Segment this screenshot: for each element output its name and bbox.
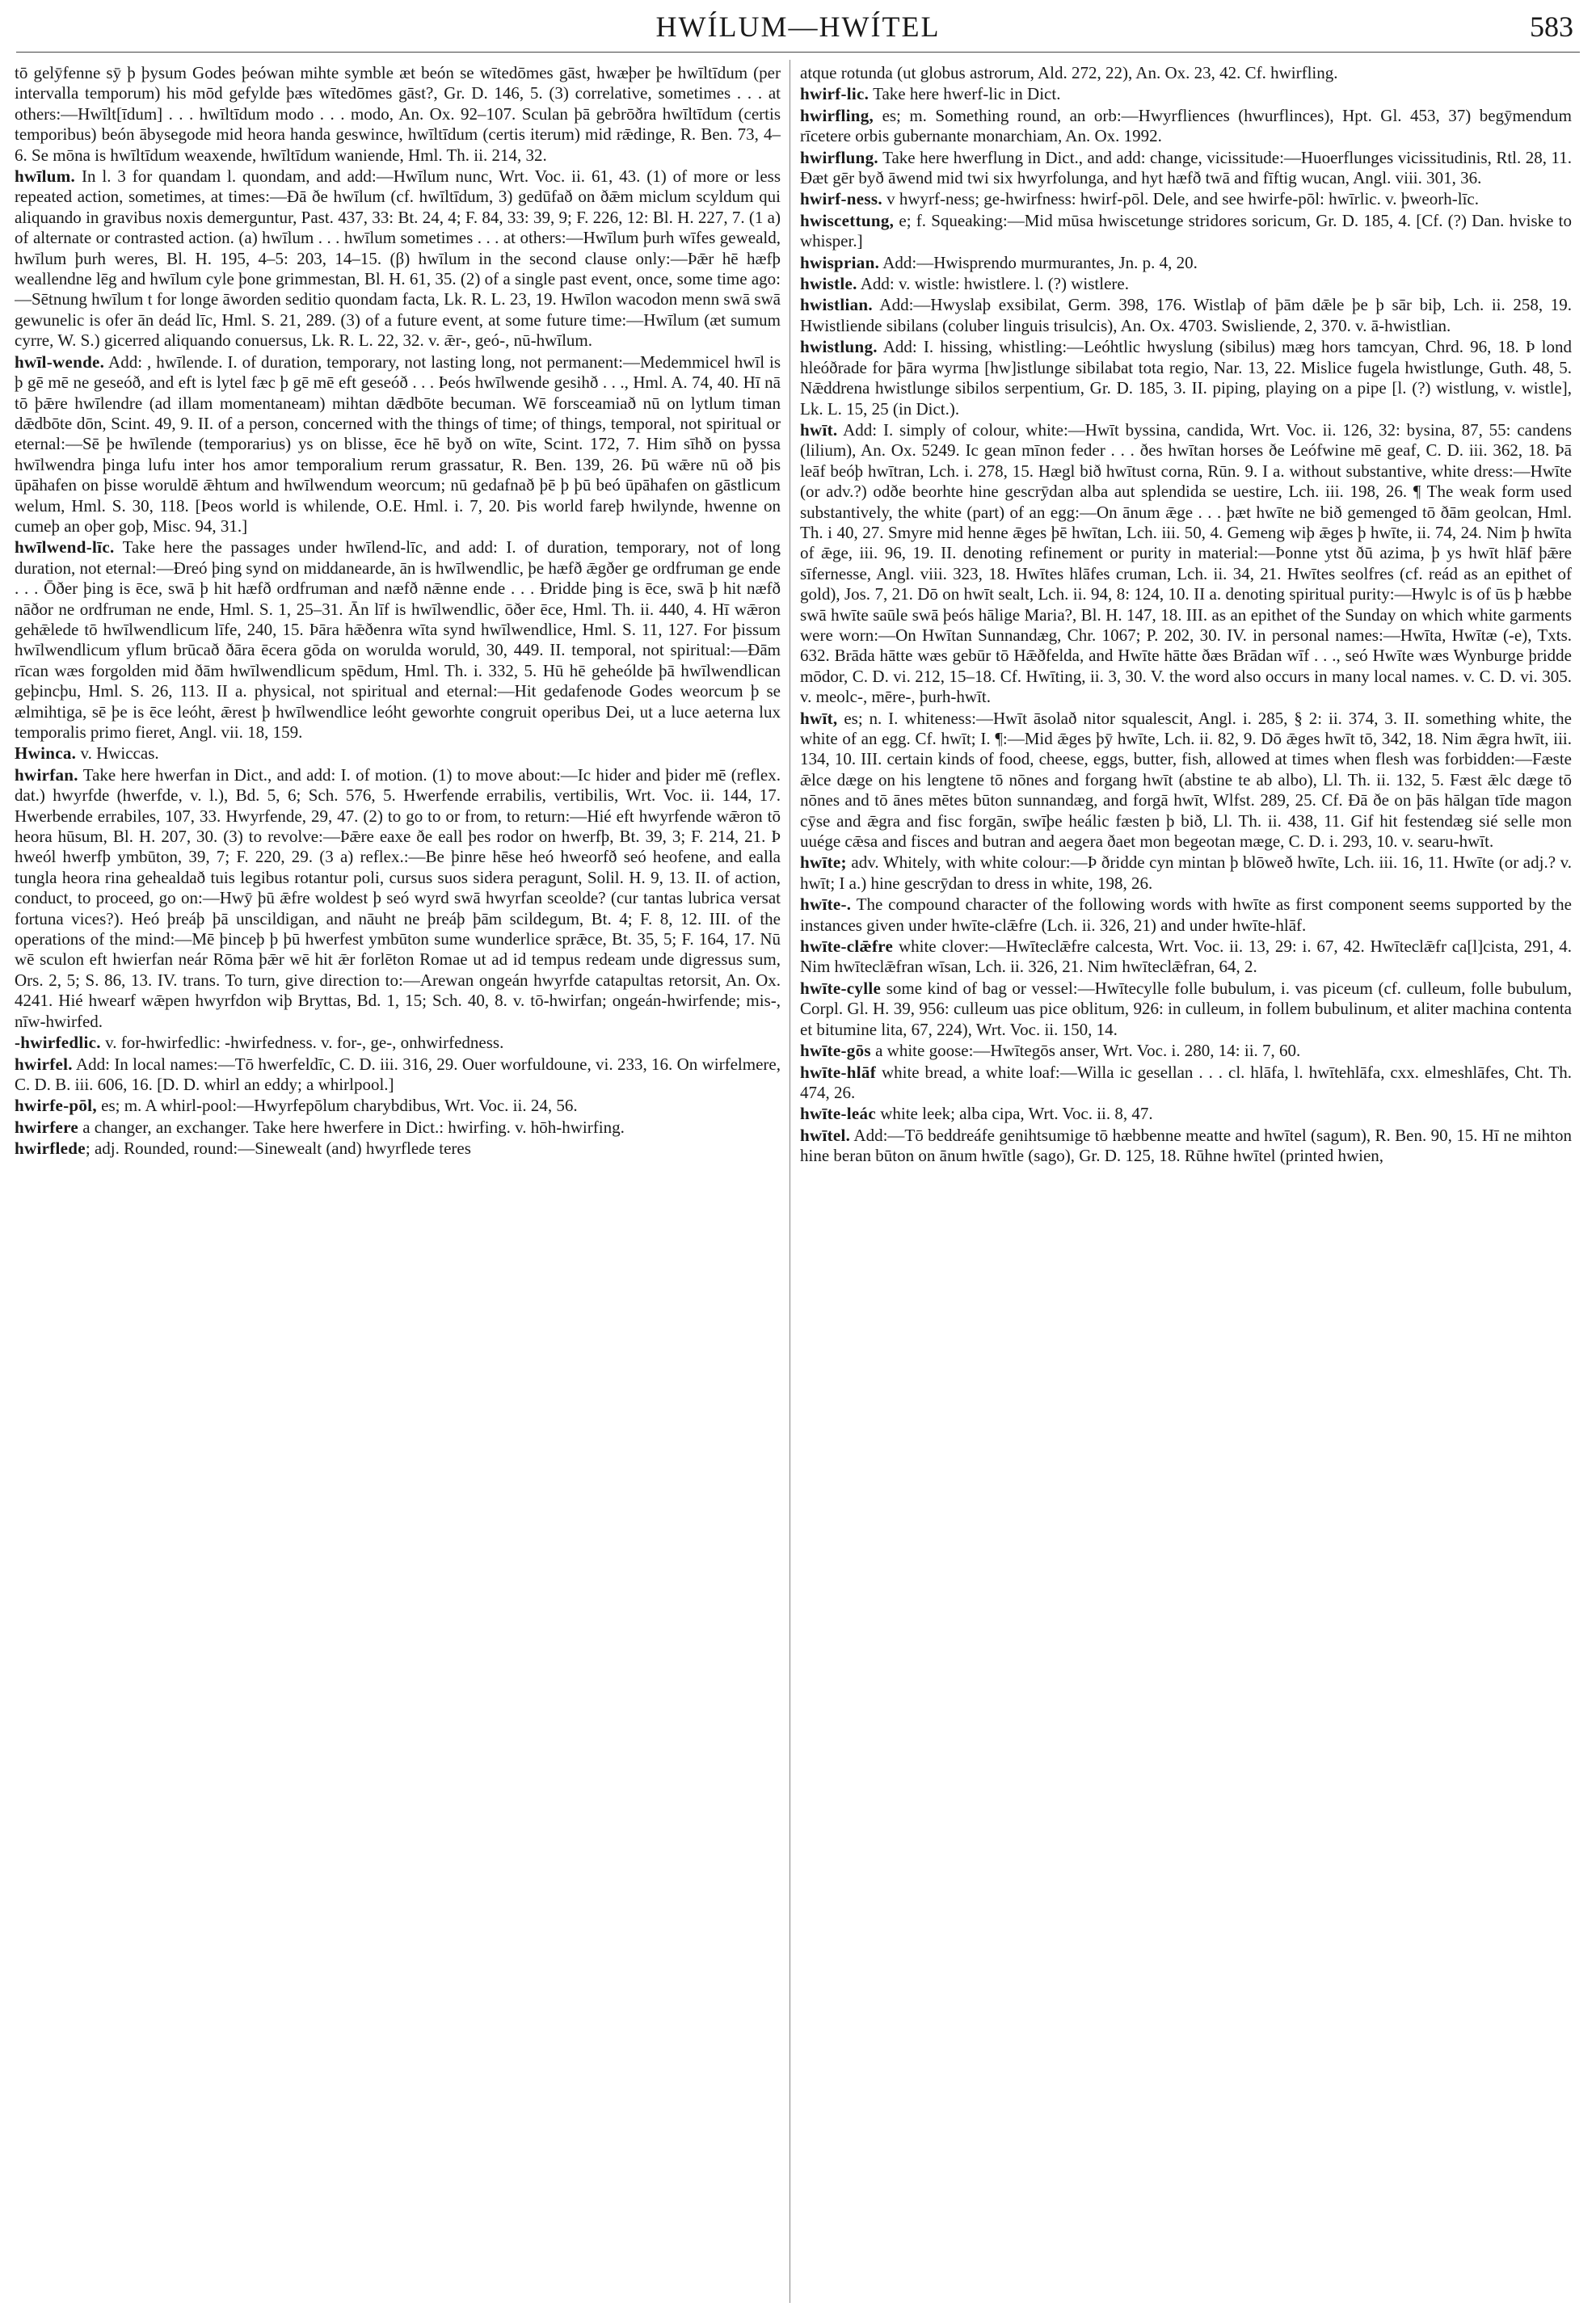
entry xyxy=(15,1139,781,1159)
entry-headword: hwirflung. xyxy=(800,147,878,167)
entry-headword: hwīt. xyxy=(800,419,838,440)
entry xyxy=(800,1063,1572,1104)
right-column xyxy=(800,63,1572,2301)
entry xyxy=(15,1054,781,1096)
entry-headword: hwisprian. xyxy=(800,252,880,272)
entry-text: es; m. Something round, an orb:—Hwyrfliences (hwurflinces), Hpt. Gl. 453, 37) begȳmendum rīcetere orbis gubernante monarchiam, An. Ox. 1992. xyxy=(800,105,1572,146)
entry-text: Add: , hwīlende. I. of duration, temporary, not lasting long, not permanent:—Medemmicel hwīl is þ gē mē ne geseóð, and eft is lytel fæc þ gē mē eft geseóð . . . Þeós hwīlwende gesihð . . ., Hml. A. 74, 40. Hī nā tō þǣre hwīlendre (ad illam momentaneam) mihtan dǣdbōte becuman. Wē forsceamiað nū on lytlum timan dǣdbōte dōn, Scint. 49, 9. II. of a person, concerned with the things of time; of things, temporal, not spiritual or eternal:—Sē þe hwīlende (temporarius) ys on blisse, ēce hē byð on wīte, Scint. 172, 7. Him sīhð on þyssa hwīlwendra þinga lufu inter hos amor temporalium rerum grassatur, R. Ben. 139, 26. Þū wǣre nū oð þis ūpāhafen on þisse woruldē ǣhtum and hwīlwendum weorcum; nū gedafnað þē þ þū beó ūpāhafen on gāstlicum welum, Hml. S. 30, 118. [Þeos world is whilende, O.E. Hml. i. 7, 20. Þis world fareþ hwilynde, hwenne on cumeþ an oþer goþ, Misc. 94, 31.] xyxy=(15,351,781,536)
entry xyxy=(800,148,1572,189)
entry xyxy=(15,1096,781,1116)
entry-headword: hwirfling, xyxy=(800,105,874,125)
entry-text: The compound character of the following words with hwīte as first component seems supported by the instances given under hwīte-clǣfre (Lch. ii. 326, 21) and under hwīte-hlāf. xyxy=(800,895,1572,935)
entry-text: tō gelȳfenne sȳ þ þysum Godes þeówan mihte symble æt beón se wītedōmes gāst, hwæþer þe hwīltīdum (per intervalla temporum) his mōd gefylde þæs wītedōmes gāst?, Gr. D. 146, 5. (3) correlative, sometimes . . . at others:—Hwīlt[īdum] . . . hwīltīdum modo . . . modo, An. Ox. 92–107. Sculan þā gebrōðra hwīltīdum (certis temporibus) beón ābysegode mid heora handa geswince, hwīltīdum (certis iterum) mid rǣdinge, R. Ben. 73, 4–6. Se mōna is hwīltīdum weaxende, hwīltīdum waniende, Hml. Th. ii. 214, 32. xyxy=(15,63,781,165)
entry xyxy=(15,63,781,166)
entry-headword: hwīte-gōs xyxy=(800,1041,871,1061)
header-rule xyxy=(16,52,1580,53)
entry-text: adv. Whitely, with white colour:—Þ ðridde cyn mintan þ blōweð hwīte, Lch. iii. 16, 11. Hwīte (or adj.? v. hwīt; I a.) hine gescrȳdan to dress in white, 198, 26. xyxy=(800,852,1572,893)
entry-headword: hwīte-leác xyxy=(800,1104,876,1124)
entry-headword: hwīte; xyxy=(800,852,847,873)
entry-headword: hwiscettung, xyxy=(800,210,895,230)
entry-text: Take here hwerf-lic in Dict. xyxy=(873,84,1061,104)
entry-text: e; f. Squeaking:—Mid mūsa hwiscetunge stridores soricum, Gr. D. 185, 4. [Cf. (?) Dan. hviske to whisper.] xyxy=(800,210,1572,251)
entry-text: some kind of bag or vessel:—Hwītecylle folle bubulum, i. vas piceum (cf. culleum, folle bubulum, Corpl. Gl. H. 39, 956: culleum uas pice oblitum, 926: in culleum, in follem bubulinum, et aliter machina contenta et bitumine lita, 67, 224), Wrt. Voc. ii. 150, 14. xyxy=(800,978,1572,1039)
entry-headword: hwirf-ness. xyxy=(800,189,882,209)
entry xyxy=(800,337,1572,419)
entry-headword: hwirflede xyxy=(15,1139,86,1159)
entry-text: white clover:—Hwīteclǣfre calcesta, Wrt. Voc. ii. 13, 29: i. 67, 42. Hwīteclǣfr ca[l]cista, 291, 4. Nim hwīteclǣfran wīsan, Lch. ii. 326, 21. Nim hwīteclǣfran, 64, 2. xyxy=(800,937,1572,977)
page-header xyxy=(16,6,1580,45)
entry-headword: hwirfan. xyxy=(15,764,78,785)
entry-headword: hwistle. xyxy=(800,274,857,294)
entry-text: Add: I. hissing, whistling:—Leóhtlic hwyslung (sibilus) mæg hors tamcyan, Chrd. 96, 18. Þ lond hleóðrade for þāra wyrma [hw]istlunge sibilabat tota regio, Nar. 13, 22. Mislice fugela hwistlunge, Guth. 48, 5. Nǣddrena hwistlunge sibilos serpentium, Gr. D. 185, 3. II. piping, playing on a pipe [l. (?) wistlung, v. wistle], Lk. L. 15, 25 (in Dict.). xyxy=(800,337,1572,419)
entry-headword: hwistlian. xyxy=(800,295,873,315)
entry-text: Add:—Hwisprendo murmurantes, Jn. p. 4, 20. xyxy=(882,252,1198,272)
entry xyxy=(800,84,1572,104)
entry-headword: hwīlwend-līc. xyxy=(15,537,115,558)
entry xyxy=(15,352,781,537)
entry-text: a changer, an exchanger. Take here hwerfere in Dict.: hwirfing. v. hōh-hwirfing. xyxy=(82,1117,625,1137)
entry-text: atque rotunda (ut globus astrorum, Ald. 272, 22), An. Ox. 23, 42. Cf. hwirfling. xyxy=(800,63,1338,82)
entry xyxy=(800,895,1572,936)
entry xyxy=(800,1041,1572,1061)
entry-text: Add: v. wistle: hwistlere. l. (?) wistlere. xyxy=(860,274,1129,294)
page-number: 583 xyxy=(1530,11,1573,43)
entry xyxy=(15,743,781,764)
entry-text: Add:—Hwyslaþ exsibilat, Germ. 398, 176. Wistlaþ of þām dǣle þe þ sār biþ, Lch. ii. 258, 19. Hwistliende sibilans (coluber linguis trisulcis), An. Ox. 4703. Swisliende, 2, 370. v. ā-hwistlian. xyxy=(800,295,1572,335)
entry xyxy=(800,106,1572,147)
entry-text: white leek; alba cipa, Wrt. Voc. ii. 8, 47. xyxy=(880,1104,1153,1124)
entry-headword: hwirfe-pōl, xyxy=(15,1096,97,1116)
entry-headword: hwīlum. xyxy=(15,166,76,187)
entry-text: v. for-hwirfedlic: -hwirfedness. v. for-, ge-, onhwirfedness. xyxy=(105,1033,504,1053)
entry xyxy=(800,1126,1572,1167)
entry xyxy=(800,189,1572,209)
entry xyxy=(800,420,1572,708)
entry xyxy=(800,709,1572,852)
entry-text: a white goose:—Hwītegōs anser, Wrt. Voc. i. 280, 14: ii. 7, 60. xyxy=(875,1041,1301,1061)
entry-headword: hwītel. xyxy=(800,1125,851,1145)
entry-headword: hwirfel. xyxy=(15,1054,73,1074)
entry xyxy=(800,274,1572,294)
entry xyxy=(15,1118,781,1138)
entry xyxy=(15,1033,781,1053)
entry-text: In l. 3 for quandam l. quondam, and add:—Hwīlum nunc, Wrt. Voc. ii. 61, 43. (1) of more or less repeated action, sometimes, at times:—Ðā ðe hwīlum (cf. hwīltīdum, 3) gedūfað on ðǣm miclum scyldum qui aliquando in gravibus noxis demerguntur, Past. 437, 33: Bt. 24, 4; F. 84, 33: 39, 9; F. 226, 12: Bl. H. 227, 7. (1 a) of alternate or contrasted action. (a) hwīlum . . . hwīlum sometimes . . . at others:—Hwīlum þurh wīfes geweald, hwīlum þurh weres, Bl. H. 195, 4–5: 203, 14–15. (β) hwīlum in the second clause only:—Þǣr hē hæfþ weallendne lēg and hwīlum cyle þone grimmestan, Bl. H. 61, 35. (2) of a single past event, once, some time ago:—Sētnung hwīlum t for longe āworden seditio quondam facta, Lk. R. L. 23, 19. Hwīlon wacodon menn swā swā gewunelic is ofer ān deád līc, Hml. S. 21, 289. (3) of a future event, at some future time:—Hwīlum (æt sumum cyrre, W. S.) gicerred aliquando conuersus, Lk. R. L. 22, 32. v. ǣr-, geó-, nū-hwīlum. xyxy=(15,166,781,351)
running-head: HWÍLUM—HWÍTEL xyxy=(655,11,941,43)
entry xyxy=(15,166,781,351)
entry xyxy=(800,979,1572,1040)
entry-text: Add:—Tō beddreáfe genihtsumige tō hæbbenne meatte and hwītel (sagum), R. Ben. 90, 15. Hī ne mihton hine beran būton on ānum hwītle (sago), Gr. D. 125, 18. Rūhne hwītel (printed hwien, xyxy=(800,1125,1572,1166)
entry-headword: hwirfere xyxy=(15,1117,78,1137)
entry-headword: hwīl-wende. xyxy=(15,351,105,372)
entry xyxy=(800,63,1572,83)
entry-text: v hwyrf-ness; ge-hwirfness: hwirf-pōl. Dele, and see hwirfe-pōl: hwīrlic. v. þweorh-līc. xyxy=(886,189,1479,209)
entry xyxy=(800,253,1572,273)
entry xyxy=(15,765,781,1032)
entry-text: Add: I. simply of colour, white:—Hwīt byssina, candida, Wrt. Voc. ii. 126, 32: bysina, 87, 55: candens (lilium), An. Ox. 5249. Ic gean mīnon feder . . . ðes hwītan horses ðe Leófwine mē geaf, C. D. iii. 362, 18. Þā leāf beóþ hwītran, Lch. i. 278, 15. Hægl bið hwītust corna, Rūn. 9. I a. without substantive, white dress:—Hwīte (or adv.?) odðe beorhte hine gescrȳdan alba aut splendida se uestire, Lch. iii. 198, 26. ¶ The weak form used substantively, the white (part) of an egg:—On ānum ǣge . . . þæt hwīte ne bið gemenged tō ðām geolcan, Hml. Th. i 40, 27. Smyre mid henne ǣges þē hwītan, Lch. iii. 50, 4. Gemeng wiþ ǣges þ hwīte, ii. 74, 24. Nim þ hwīta of ǣge, iii. 96, 19. II. denoting refinement or purity in material:—Þonne ytst ðū azima, þ ys hwīt hlāf þǣre sīfernesse, Angl. viii. 323, 18. Hwītes hlāfes cruman, Lch. ii. 34, 21. Hwītes seolfres (cf. reád as an epithet of gold), Jos. 7, 21. Dō on hwīt sealt, Lch. ii. 94, 8: 124, 10. II a. denoting spiritual purity:—Hwylc is of ūs þ hæbbe swā hwīte saūle swā þeós hālige Maria?, Bl. H. 147, 18. III. as an epithet of the Sunday on which white garments were worn:—On Hwītan Sunnandæg, Chr. 1067; P. 202, 30. IV. in personal names:—Hwīta, Hwītæ (-e), Txts. 632. Brāda hātte wæs gebūr tō Hǣðfelda, and Hwīte hātte ðæs Brādan wīf . . ., seó Hwīte wæs Wynburge þridde mōdor, C. D. vi. 212, 15–18. Cf. Hwīting, ii. 3, 30. V. the word also occurs in many local names. v. C. D. vi. 305. v. meolc-, mēre-, þurh-hwīt. xyxy=(800,419,1572,707)
entry xyxy=(800,1104,1572,1124)
left-column xyxy=(15,63,781,2301)
entry-headword: hwīt, xyxy=(800,708,838,728)
entry-text: Add: In local names:—Tō hwerfeldīc, C. D. iii. 316, 29. Ouer worfuldoune, vi. 233, 16. On wirfelmere, C. D. B. iii. 606, 16. [D. D. whirl an eddy; a whirlpool.] xyxy=(15,1054,781,1094)
entry xyxy=(800,211,1572,252)
entry-text: v. Hwiccas. xyxy=(80,743,159,764)
entry-headword: -hwirfedlic. xyxy=(15,1033,101,1053)
entry-text: Take here hwerflung in Dict., and add: change, vicissitude:—Huoerflunges vicissitudinis, Rtl. 28, 11. Ðæt gēr byð āwend mid twi six hwyrfolunga, and hyt hæfð twā and fīftig wucan, Angl. viii. 301, 36. xyxy=(800,147,1572,188)
entry xyxy=(15,537,781,743)
entry-text: ; adj. Rounded, round:—Sinewealt (and) hwyrflede teres xyxy=(85,1139,471,1159)
entry-text: es; n. I. whiteness:—Hwīt āsolað nitor squalescit, Angl. i. 285, § 2: ii. 374, 3. II. something white, the white of an egg. Cf. hwīt; I. ¶:—Mid ǣges þȳ hwīte, Lch. ii. 82, 9. Dō ǣges hwīt tō, 342, 18. Nim ǣgra hwīt, iii. 134, 10. III. certain kinds of food, cheese, eggs, butter, fish, allowed at times when flesh was forbidden:—Fæste ǣlce dæge on his lengtene tō nōnes and forgang hwīt (abstine te ab albo), Ll. Th. ii. 132, 5. Fæst ǣlc dæge tō nōnes and tō ānes mētes būton sunnandæg, and forgā hwīt, Wlfst. 289, 25. Cf. Ðā ðe on þās hālgan tīde magon cȳse and ǣgra and fisc forgān, swīþe heálic fæsten þ bið, Ll. Th. ii. 438, 11. Gif hit festendæg sié selle mon uuége cǣsa and fisces and butran and aegera ðaet mon begeotan mæge, C. D. i. 293, 10. v. searu-hwīt. xyxy=(800,708,1572,852)
entry-headword: hwīte-cylle xyxy=(800,978,882,998)
entry-headword: hwistlung. xyxy=(800,337,878,357)
entry-text: Take here the passages under hwīlend-līc, and add: I. of duration, temporary, not of long duration, not eternal:—Ðreó þing synd on middanearde, ān is hwīlwendlic, þe hæfð ǣgðer ge ordfruman ge ende . . . Ōðer þing is ēce, swā þ hit hæfð ordfruman and næfð nǣnne ende . . . Ðridde þing is ēce, swā þ hit næfð nāðor ne ordfruman ne ende, Hml. S. 1, 25–31. Ān līf is hwīlwendlic, ōðer ēce, Hml. Th. ii. 440, 4. Hī wǣron gehǣlede tō hwīlwendlicum līfe, 240, 15. Þāra hǣðenra wīta synd hwīlwendlice, Hml. S. 11, 127. For þissum hwīlwendlicum yflum brūcað ðāra ēcera gōda on worulda woruld, 30, 449. II. temporal, not spiritual:—Ðām rīcan wæs forgolden mid ðām hwīlwendlicum spēdum, Hml. Th. i. 332, 5. Hū hē geheólde þā hwīlwendlican geþincþu, Hml. S. 26, 113. II a. physical, not spiritual and eternal:—Hit gedafenode Godes weorcum þ se ælmihtiga, sē þe is ēce leóht, ǣrest þ hwīlwendlice leóht geworhte congruit operibus Dei, ut a luce aeterna lux temporalis primo fieret, Angl. vii. 18, 159. xyxy=(15,537,781,742)
entry xyxy=(800,852,1572,894)
entry-text: white bread, a white loaf:—Willa ic gesellan . . . cl. hlāfa, l. hwītehlāfa, cxx. elmeshlāfes, Cht. Th. 474, 26. xyxy=(800,1062,1572,1102)
entry-headword: hwīte-hlāf xyxy=(800,1062,876,1082)
entry xyxy=(800,937,1572,978)
entry-text: es; m. A whirl-pool:—Hwyrfepōlum charybdibus, Wrt. Voc. ii. 24, 56. xyxy=(101,1096,578,1116)
entry-headword: Hwinca. xyxy=(15,743,77,764)
entry-text: Take here hwerfan in Dict., and add: I. of motion. (1) to move about:—Ic hider and þider mē (reflex. dat.) hwyrfde (hwerfde, v. l.), Bd. 5, 6; Sch. 576, 5. Hwerfende errabilis, vertibilis, Wrt. Voc. ii. 144, 17. Hwerbende errabiles, 107, 33. Hwyrfende, 29, 47. (2) to go to or from, to return:—Hié eft hwyrfende wǣron tō heora hūsum, Bl. H. 207, 30. (3) to revolve:—Þǣre eaxe ðe eall þes rodor on hwerfþ, Bt. 39, 3; F. 214, 21. Þ hweól hwerfþ ymbūton, 39, 7; F. 220, 29. (3 a) reflex.:—Be þinre hēse heó hweorfð seó heofene, and ealla tungla heora rina gehealdað tuis legibus rotantur poli, cursus suos sidera peragunt, Solil. H. 9, 13. II. of action, conduct, to proceed, go on:—Hwȳ þū ǣfre woldest þ seó wyrd swā hwyrfan sceolde? (cur tantas lubrica versat fortuna vices?). Heó þreáþ þā unscildigan, and nāuht ne þreáþ þām scildegum, Bt. 4; F. 8, 12. III. of the operations of the mind:—Mē þinceþ þ þū hwerfest ymbūton sume wunderlice sprǣce, Bt. 35, 5; F. 164, 17. Nū wē sculon eft hwierfan neár Rōma þǣr wē hit ǣr forlēton Romae ut ad id tempus redeam unde digressus sum, Ors. 2, 5; S. 86, 13. IV. trans. To turn, give direction to:—Arewan ongeán hwyrfde catapultas retorsit, An. Ox. 4241. Hié hwearf wǣpen hwyrfdon wiþ Bryttas, Bd. 1, 15; Sch. 40, 8. v. tō-hwirfan; ongeán-hwirfende; mis-, nīw-hwirfed. xyxy=(15,764,781,1031)
entry-headword: hwirf-lic. xyxy=(800,84,870,104)
entry-headword: hwīte-clǣfre xyxy=(800,937,894,957)
entry-headword: hwīte-. xyxy=(800,895,852,915)
entry xyxy=(800,295,1572,336)
